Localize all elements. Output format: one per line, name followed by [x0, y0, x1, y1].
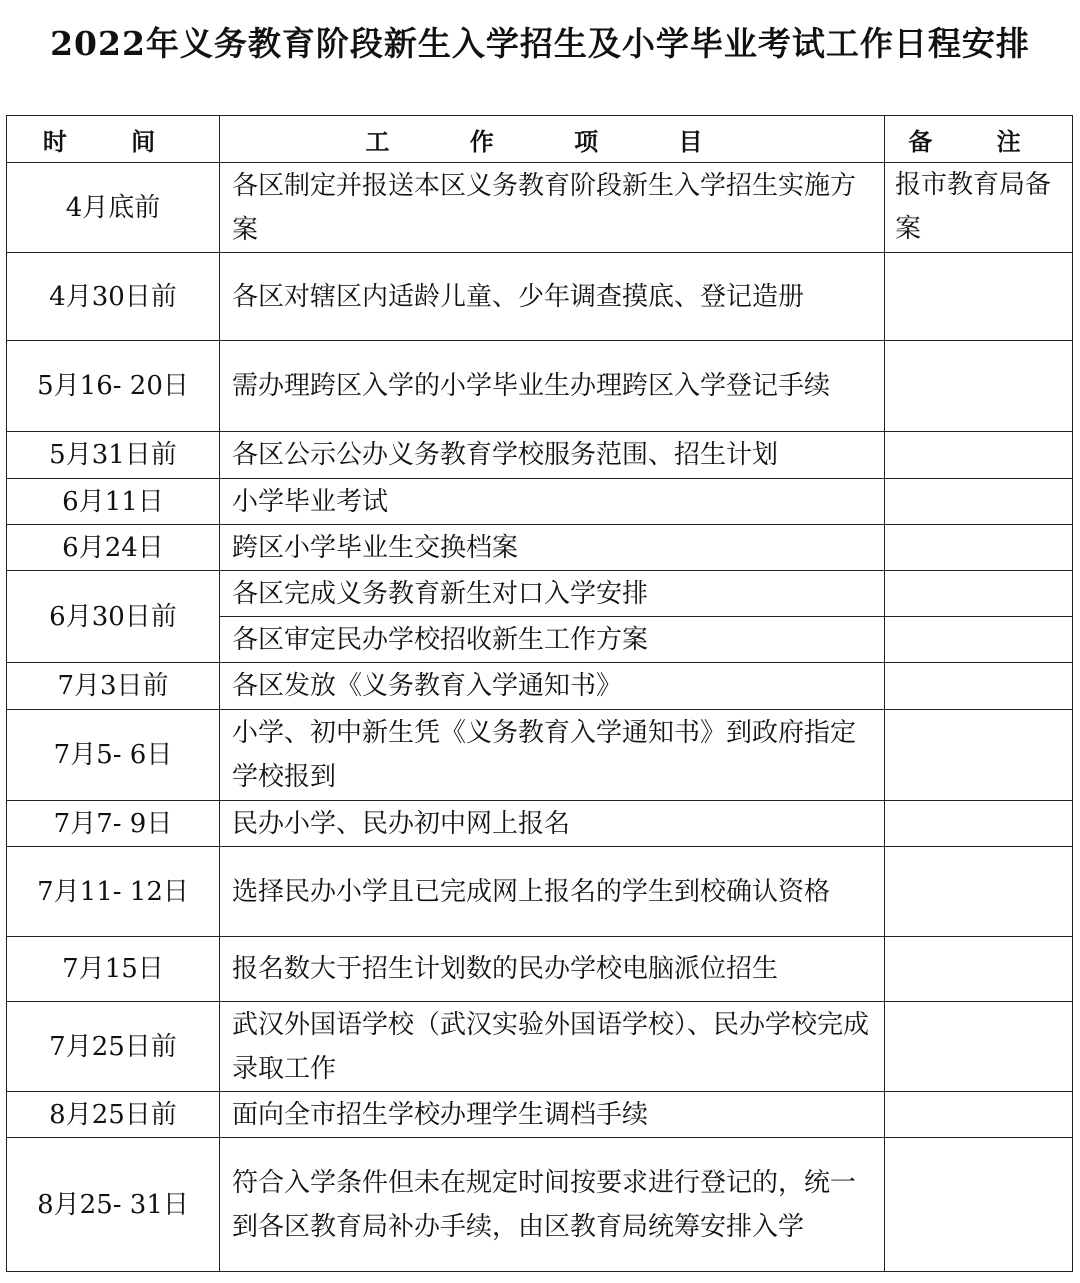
row-item: 跨区小学毕业生交换档案 — [220, 525, 885, 571]
schedule-table — [6, 115, 1073, 1272]
row-note — [885, 663, 1073, 710]
row-time: 4月底前 — [7, 163, 220, 253]
row-item: 武汉外国语学校（武汉实验外国语学校）、民办学校完成录取工作 — [220, 1002, 885, 1092]
row-note: 报市教育局备案 — [885, 163, 1073, 253]
table-row — [7, 801, 1073, 847]
header-time: 时 间 — [7, 116, 220, 163]
row-item: 各区完成义务教育新生对口入学安排 — [220, 571, 885, 617]
table-row — [7, 663, 1073, 710]
row-time: 7月7- 9日 — [7, 801, 220, 847]
row-item: 民办小学、民办初中网上报名 — [220, 801, 885, 847]
row-note — [885, 432, 1073, 479]
row-item: 小学、初中新生凭《义务教育入学通知书》到政府指定学校报到 — [220, 710, 885, 801]
row-time: 7月11- 12日 — [7, 847, 220, 937]
row-time: 4月30日前 — [7, 253, 220, 341]
row-item: 各区公示公办义务教育学校服务范围、招生计划 — [220, 432, 885, 479]
table-row — [7, 710, 1073, 801]
row-time: 5月31日前 — [7, 432, 220, 479]
row-note — [885, 937, 1073, 1002]
row-item: 需办理跨区入学的小学毕业生办理跨区入学登记手续 — [220, 341, 885, 432]
row-note — [885, 525, 1073, 571]
header-item: 工 作 项 目 — [220, 116, 885, 163]
table-row — [7, 847, 1073, 937]
row-time: 6月24日 — [7, 525, 220, 571]
row-time: 7月15日 — [7, 937, 220, 1002]
row-time: 6月11日 — [7, 479, 220, 525]
table-row — [7, 341, 1073, 432]
row-note — [885, 1092, 1073, 1138]
row-item: 报名数大于招生计划数的民办学校电脑派位招生 — [220, 937, 885, 1002]
row-note — [885, 479, 1073, 525]
table-row — [7, 1138, 1073, 1272]
row-time: 7月5- 6日 — [7, 710, 220, 801]
table-row — [7, 1002, 1073, 1092]
row-note — [885, 1002, 1073, 1092]
row-note — [885, 341, 1073, 432]
row-item: 选择民办小学且已完成网上报名的学生到校确认资格 — [220, 847, 885, 937]
row-note — [885, 1138, 1073, 1272]
row-item: 各区对辖区内适龄儿童、少年调查摸底、登记造册 — [220, 253, 885, 341]
row-item: 各区审定民办学校招收新生工作方案 — [220, 617, 885, 663]
row-note — [885, 710, 1073, 801]
table-row — [7, 525, 1073, 571]
page-title: 2022年义务教育阶段新生入学招生及小学毕业考试工作日程安排 — [50, 24, 1030, 63]
row-time: 8月25- 31日 — [7, 1138, 220, 1272]
row-item: 小学毕业考试 — [220, 479, 885, 525]
row-time: 8月25日前 — [7, 1092, 220, 1138]
table-row — [7, 571, 1073, 617]
row-note — [885, 617, 1073, 663]
table-row — [7, 1092, 1073, 1138]
table-row — [7, 163, 1073, 253]
row-time: 7月3日前 — [7, 663, 220, 710]
row-item: 各区发放《义务教育入学通知书》 — [220, 663, 885, 710]
row-item: 各区制定并报送本区义务教育阶段新生入学招生实施方案 — [220, 163, 885, 253]
table-row — [7, 937, 1073, 1002]
row-item: 符合入学条件但未在规定时间按要求进行登记的，统一到各区教育局补办手续，由区教育局统筹安排入学 — [220, 1138, 885, 1272]
row-time: 6月30日前 — [7, 571, 220, 663]
row-time: 5月16- 20日 — [7, 341, 220, 432]
row-item: 面向全市招生学校办理学生调档手续 — [220, 1092, 885, 1138]
row-note — [885, 847, 1073, 937]
header-note: 备 注 — [885, 116, 1073, 163]
table-header-row — [7, 116, 1073, 163]
row-note — [885, 253, 1073, 341]
table-row — [7, 479, 1073, 525]
row-time: 7月25日前 — [7, 1002, 220, 1092]
table-row — [7, 432, 1073, 479]
row-note — [885, 801, 1073, 847]
row-note — [885, 571, 1073, 617]
table-row — [7, 253, 1073, 341]
